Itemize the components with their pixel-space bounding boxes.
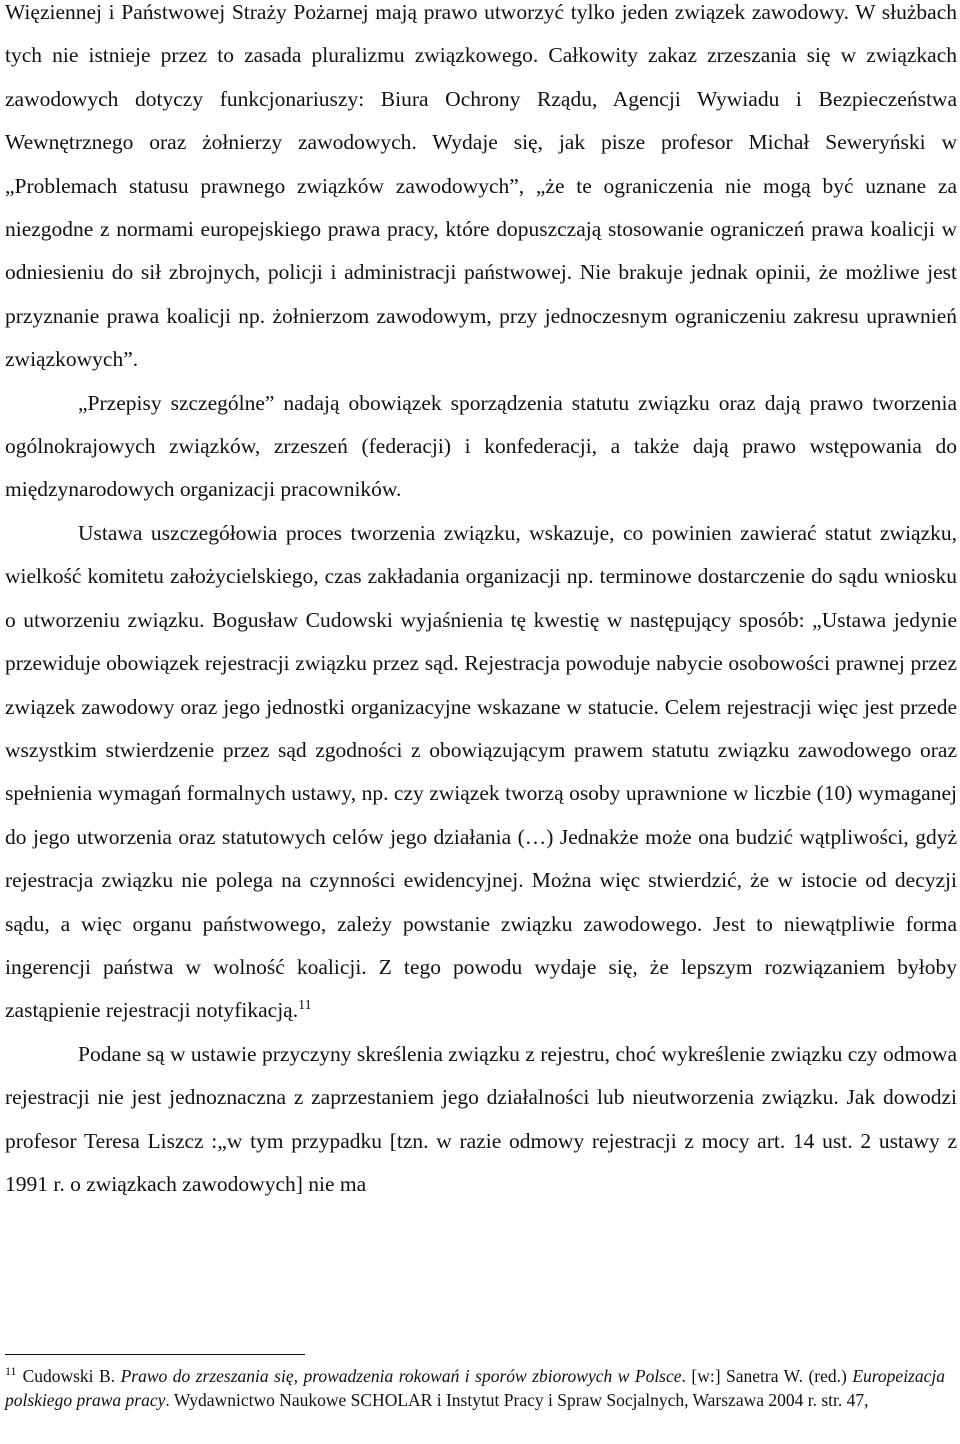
footnote-author: Cudowski B. <box>22 1366 121 1386</box>
paragraph-3-text: Ustawa uszczegółowia proces tworzenia związku, wskazuje, co powinien zawierać statut związku, wielkość komitetu założycielskiego, czas zakładania organizacji np. terminowe dostarczenie do sądu wniosku o utworzeniu związku. Bogusław Cudowski wyjaśnienia tę kwestię w następujący sposób: „Ustawa jedynie przewiduje obowiązek rejestracji związku przez sąd. Rejestracja powoduje nabycie osobowości prawnej przez związek zawodowy oraz jego jednostki organizacyjne wskazane w statucie. Celem rejestracji więc jest przede wszystkim stwierdzenie przez sąd zgodności z obowiązującym prawem statutu związku zawodowego oraz spełnienia wymagań formalnych ustawy, np. czy związek tworzą osoby uprawnione w liczbie (10) wymaganej do jego utworzenia oraz statutowych celów jego działania (…) Jednakże może ona budzić wątpliwości, gdyż rejestracja związku nie polega na czynności ewidencyjnej. Można więc stwierdzić, że w istocie od decyzji sądu, a więc organu państwowego, zależy powstanie związku zawodowego. Jest to niewątpliwie forma ingerencji państwa w wolność koalicji. Z tego powodu wydaje się, że lepszym rozwiązaniem byłoby zastąpienie rejestracji notyfikacją. <box>5 520 957 1023</box>
footnote-book: Europeizacja polskiego prawa pracy <box>5 1366 945 1410</box>
footnote-reference: 11 <box>298 998 312 1014</box>
footnote-separator <box>5 1354 305 1355</box>
footnote <box>5 1364 945 1412</box>
document-page <box>5 0 957 1206</box>
footnote-title: Prawo do zrzeszania się, prowadzenia rokowań i sporów zbiorowych w Polsce <box>120 1366 682 1386</box>
footnote-publisher: . Wydawnictwo Naukowe SCHOLAR i Instytut Pracy i Spraw Socjalnych, Warszawa 2004 r. str. 47, <box>165 1390 869 1410</box>
footnote-number: 11 <box>5 1364 17 1379</box>
paragraph-3 <box>5 512 957 1033</box>
paragraph-4: Podane są w ustawie przyczyny skreślenia związku z rejestru, choć wykreślenie związku czy odmowa rejestracji nie jest jednoznaczna z zaprzestaniem jego działalności lub nieutworzenia związku. Jak dowodzi profesor Teresa Liszcz :„w tym przypadku [tzn. w razie odmowy rejestracji z mocy art. 14 ust. 2 ustawy z 1991 r. o związkach zawodowych] nie ma <box>5 1041 957 1196</box>
paragraph-2: „Przepisy szczególne” nadają obowiązek sporządzenia statutu związku oraz dają prawo tworzenia ogólnokrajowych związków, zrzeszeń (federacji) i konfederacji, a także dają prawo wstępowania do międzynarodowych organizacji pracowników. <box>5 390 957 502</box>
footnote-editor: . [w:] Sanetra W. (red.) <box>681 1366 853 1386</box>
paragraph-1: Więziennej i Państwowej Straży Pożarnej mają prawo utworzyć tylko jeden związek zawodowy. W służbach tych nie istnieje przez to zasada pluralizmu związkowego. Całkowity zakaz zrzeszania się w związkach zawodowych dotyczy funkcjonariuszy: Biura Ochrony Rządu, Agencji Wywiadu i Bezpieczeństwa Wewnętrznego oraz żołnierzy zawodowych. Wydaje się, jak pisze profesor Michał Seweryński w „Problemach statusu prawnego związków zawodowych”, „że te ograniczenia nie mogą być uznane za niezgodne z normami europejskiego prawa pracy, które dopuszczają stosowanie ograniczeń prawa koalicji w odniesieniu do sił zbrojnych, policji i administracji państwowej. Nie brakuje jednak opinii, że możliwe jest przyznanie prawa koalicji np. żołnierzom zawodowym, przy jednoczesnym ograniczeniu zakresu uprawnień związkowych”. <box>5 0 957 372</box>
